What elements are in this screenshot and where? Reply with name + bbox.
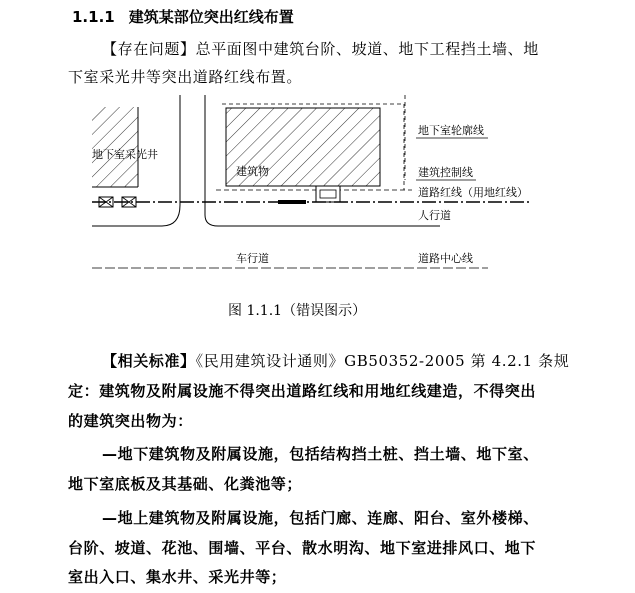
item1-line2: 地下室底板及其基础、化粪池等； [68,475,303,493]
standard-line2: 定：建筑物及附属设施不得突出道路红线和用地红线建造，不得突出 [68,382,537,400]
standard-text-1: 《民用建筑设计通则》GB50352-2005 第 4.2.1 条规 [195,352,570,370]
standard-line1 [102,350,569,371]
standard-line3: 的建筑突出物为： [68,412,193,430]
label-basement-outline: 地下室轮廓线 [418,124,484,137]
figure-caption: 图 1.1.1（错误图示） [228,303,367,319]
item2-line1: —地上建筑物及附属设施，包括门廊、连廊、阳台、室外楼梯、 [102,509,539,527]
item2-line2: 台阶、坡道、花池、围墙、平台、散水明沟、地下室进排风口、地下 [68,539,537,557]
label-building: 建筑物 [236,165,269,178]
item1-line1: —地下建筑物及附属设施，包括结构挡土桩、挡土墙、地下室、 [102,445,539,463]
problem-label: 【存在问题】 [102,40,196,58]
label-basement-well: 地下室采光井 [92,148,158,161]
section-number: 1.1.1 [72,8,115,26]
label-building-control: 建筑控制线 [418,166,473,179]
problem-text-1: 总平面图中建筑台阶、坡道、地下工程挡土墙、地 [195,40,539,58]
standard-label: 【相关标准】 [102,352,196,370]
item2-line3: 室出入口、集水井、采光井等； [68,568,287,586]
label-red-line: 道路红线（用地红线） [418,186,528,199]
section-title: 建筑某部位突出红线布置 [128,8,294,26]
label-center-line: 道路中心线 [418,252,473,265]
label-roadway: 车行道 [236,252,269,265]
label-sidewalk: 人行道 [418,209,451,222]
problem-paragraph-line2: 下室采光井等突出道路红线布置。 [68,68,303,86]
left-building-block [92,107,138,187]
